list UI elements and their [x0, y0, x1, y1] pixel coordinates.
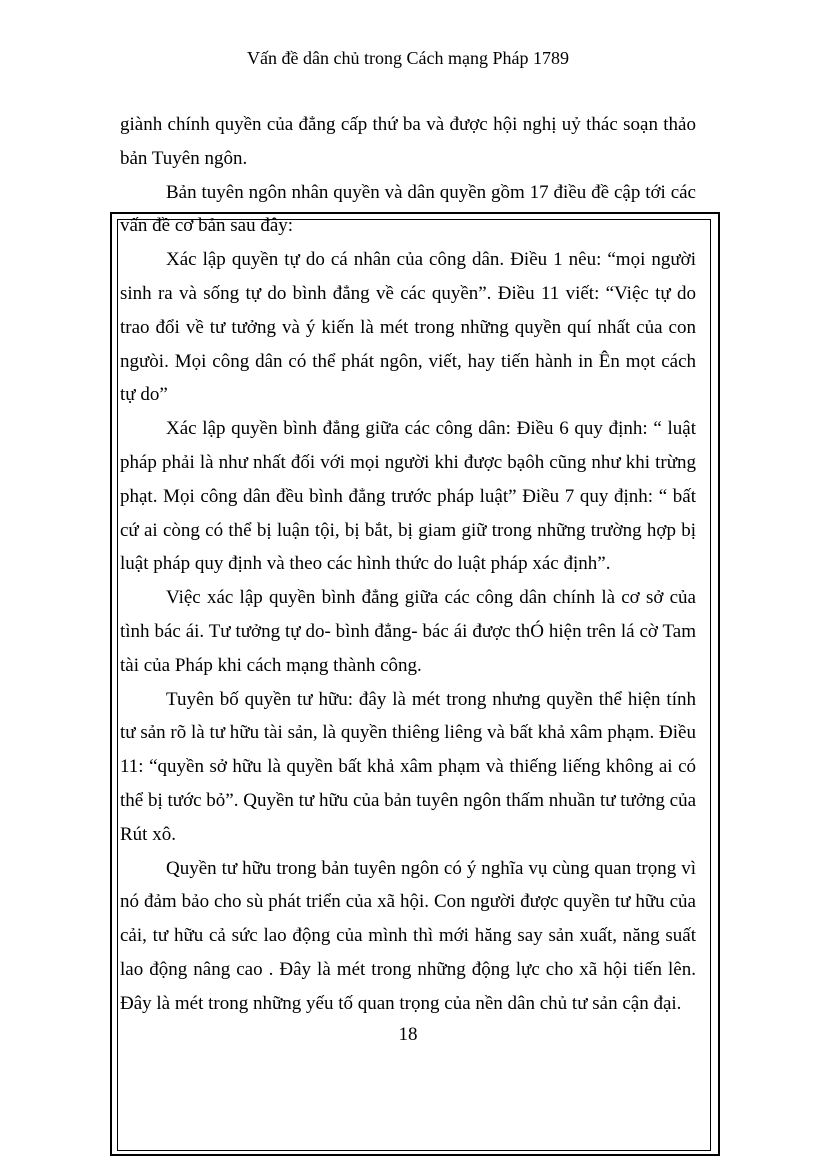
body-text [120, 108, 696, 1021]
paragraph: Quyền tư hữu trong bản tuyên ngôn có ý nghĩa vụ cùng quan trọng vì nó đảm bảo cho sù phát triển của xã hội. Con người được quyền tư hữu của cải, tư hữu cả sức lao động của mình thì mới hăng say sản xuất, năng suất lao động nâng cao . Đây là mét trong những động lực cho xã hội tiến lên. Đây là mét trong những yếu tố quan trọng của nền dân chủ tư sản cận đại. [120, 857, 696, 1014]
paragraph: Việc xác lập quyền bình đẳng giữa các công dân chính là cơ sở của tình bác ái. Tư tưởng tự do- bình đẳng- bác ái được thÓ hiện trên lá cờ Tam tài của Pháp khi cách mạng thành công. [120, 587, 696, 676]
paragraph: giành chính quyền của đẳng cấp thứ ba và được hội nghị uỷ thác soạn thảo bản Tuyên ngôn. [120, 114, 696, 169]
page-number: 18 [398, 1024, 418, 1045]
paragraph: Xác lập quyền bình đẳng giữa các công dân: Điều 6 quy định: “ luật pháp phải là như nhất đối với mọi người khi được bạôh cũng như khi trừng phạt. Mọi công dân đều bình đẳng trước pháp luật” Điều 7 quy định: “ bất cứ ai còng có thể bị luận tội, bị bắt, bị giam giữ trong những trường hợp bị luật pháp quy định và theo các hình thức do luật pháp xác định”. [120, 418, 696, 575]
paragraph: Xác lập quyền tự do cá nhân của công dân. Điều 1 nêu: “mọi người sinh ra và sống tự do bình đẳng về các quyền”. Điều 11 viết: “Việc tự do trao đổi về tư tưởng và ý kiến là mét trong những quyền quí nhất của con ngưòi. Mọi công dân có thể phát ngôn, viết, hay tiến hành in Ên mọt cách tự do” [120, 249, 696, 406]
paragraph: Bản tuyên ngôn nhân quyền và dân quyền gồm 17 điều đề cập tới các vấn đề cơ bản sau đây: [120, 181, 696, 237]
running-header: Vấn đề dân chủ trong Cách mạng Pháp 1789 [247, 48, 569, 68]
paragraph: Tuyên bố quyền tư hữu: đây là mét trong nhưng quyền thể hiện tính tư sản rõ là tư hữu tài sản, là quyền thiêng liêng và bất khả xâm phạm. Điều 11: “quyền sở hữu là quyền bất khả xâm phạm và thiếng liếng không ai có thể bị tước bỏ”. Quyền tư hữu của bản tuyên ngôn thấm nhuần tư tưởng của Rút xô. [120, 688, 697, 845]
